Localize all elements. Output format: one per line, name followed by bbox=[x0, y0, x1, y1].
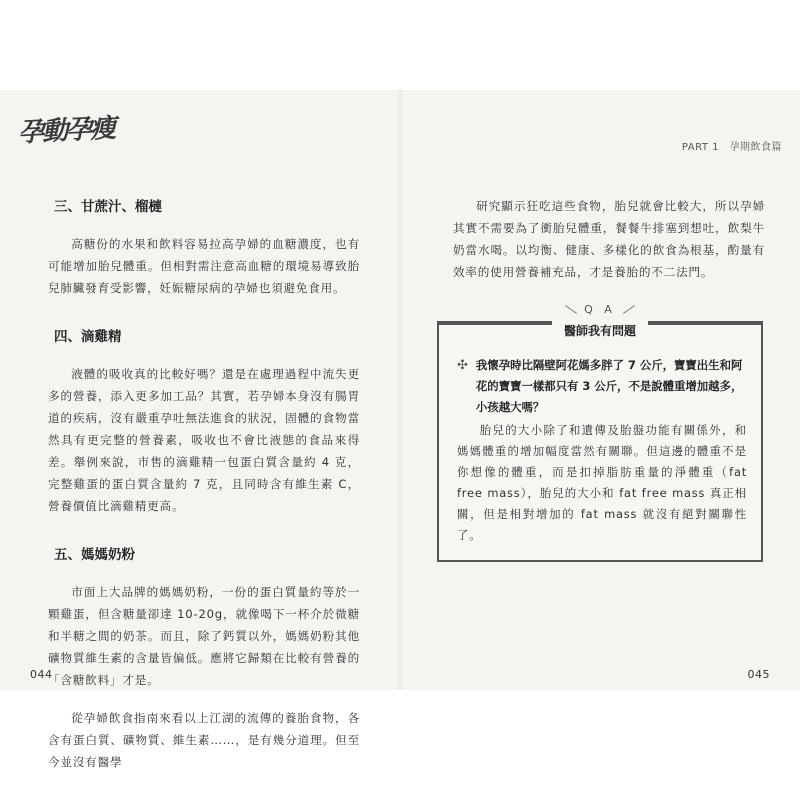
continuation-paragraph: 研究顯示狂吃這些食物，胎兒就會比較大，所以孕婦其實不需要為了衝胎兒體重，餐餐牛排塞到想吐，飲梨牛奶當水喝。以均衡、健康、多樣化的飲食為根基，酌量有效率的使用營養補充品，才是養胎的不二法門。 bbox=[453, 199, 765, 279]
question-icon: ✣ bbox=[457, 358, 468, 373]
section-paragraph: 高糖份的水果和飲料容易拉高孕婦的血糖濃度，也有可能增加胎兒體重。但相對需注意高血糖的環境易導致胎兒肺臟發育受影響，妊娠糖尿病的孕婦也須避免食用。 bbox=[48, 237, 360, 295]
book-logo: 孕動孕瘦 bbox=[17, 113, 115, 149]
right-page bbox=[453, 195, 765, 562]
qa-badge bbox=[530, 295, 670, 341]
qa-badge-letters: Q A bbox=[584, 303, 616, 316]
section-paragraph: 液體的吸收真的比較好嗎？還是在處理過程中流失更多的營養，添入更多加工品？其實，若孕婦本身沒有腸胃道的疾病，沒有嚴重孕吐無法進食的狀況，固體的食物當然具有更完整的營養素，吸收也不會比液態的食品來得差。舉例來說，市售的滴雞精一包蛋白質含量約 4 克，完整雞蛋的蛋白質含量約 7 克，且同時含有維生素 C，營養價值比滴雞精更高。 bbox=[48, 367, 360, 513]
page-number-left: 044 bbox=[30, 668, 53, 681]
running-header: PART 1 孕期飲食篇 bbox=[681, 142, 782, 153]
section-heading: 五、媽媽奶粉 bbox=[54, 547, 135, 563]
book-gutter bbox=[398, 90, 402, 690]
section-heading: 四、滴雞精 bbox=[54, 329, 122, 345]
left-page bbox=[48, 195, 360, 773]
section-heading: 三、甘蔗汁、榴槤 bbox=[54, 199, 162, 215]
qa-question bbox=[457, 355, 747, 418]
section-paragraph: 從孕婦飲食指南來看以上江湖的流傳的養胎食物，各含有蛋白質、礦物質、維生素……，是有幾分道理。但至今並沒有醫學 bbox=[48, 711, 360, 769]
qa-question-text: 我懷孕時比隔壁阿花媽多胖了 7 公斤，寶寶出生和阿花的寶寶一樣都只有 3 公斤，不是說體重增加越多，小孩越大嗎？ bbox=[475, 358, 743, 414]
page-number-right: 045 bbox=[747, 668, 770, 681]
qa-answer: 胎兒的大小除了和遺傳及胎盤功能有關係外，和媽媽體重的增加幅度當然有關聯。但這邊的體重不是你想像的體重，而是扣掉脂肪重量的淨體重（fat free mass），胎兒的大小和 fat free mass 真正相關，但是相對增加的 fat mass 就沒有絕對關聯性了。 bbox=[457, 423, 747, 542]
qa-box bbox=[437, 303, 763, 562]
section-paragraph: 市面上大品牌的媽媽奶粉，一份的蛋白質量約等於一顆雞蛋，但含糖量卻達 10-20g，就像喝下一杯介於微糖和半糖之間的奶茶。而且，除了鈣質以外，媽媽奶粉其他礦物質維生素的含量皆偏低。應將它歸類在比較有營養的「含糖飲料」才是。 bbox=[48, 585, 360, 687]
qa-title: 醫師我有問題 bbox=[552, 320, 648, 341]
